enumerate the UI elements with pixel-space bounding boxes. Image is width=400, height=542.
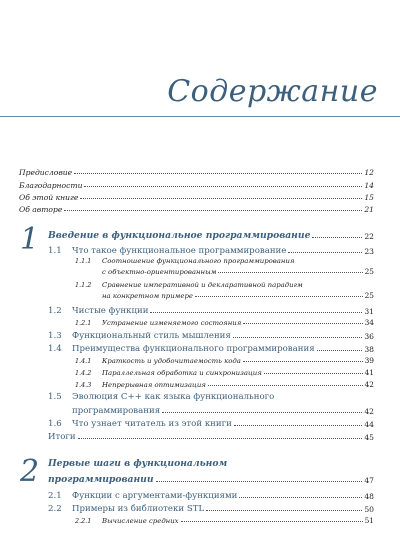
subsection-number: 1.4.1 [75, 357, 92, 365]
toc-entry-about-book[interactable] [19, 192, 374, 202]
leader-dots [317, 350, 363, 351]
toc-subsection-2-2-1[interactable] [75, 516, 374, 525]
leader-dots [233, 337, 362, 338]
toc-section-2-1[interactable] [48, 490, 374, 501]
toc-section-1-4[interactable] [48, 343, 374, 354]
subsection-number: 1.1.1 [75, 257, 92, 265]
leader-dots [156, 481, 363, 482]
section-number: 1.1 [48, 246, 62, 256]
subsection-number: 1.1.2 [75, 281, 92, 289]
toc-page-number: 34 [364, 318, 374, 327]
subsection-title: Вычисление средних [102, 517, 179, 525]
toc-section-1-6[interactable] [48, 418, 374, 429]
subsection-title: Непрерывная оптимизация [102, 381, 206, 389]
toc-entry-title: Предисловие [19, 168, 73, 177]
section-title-line2: программирования [72, 406, 161, 416]
toc-entry-title: Благодарности [19, 181, 83, 190]
subsection-number: 1.4.3 [75, 381, 92, 389]
toc-page-number: 22 [364, 232, 374, 241]
summary-title: Итоги [48, 432, 76, 442]
toc-chapter-1[interactable] [48, 229, 374, 241]
toc-page-number: 38 [364, 345, 374, 354]
toc-page-number: 14 [364, 181, 374, 190]
subsection-title-line1: Сравнение императивной и декларативной парадигм [102, 281, 303, 289]
toc-page-number: 45 [364, 433, 374, 442]
toc-subsection-1-4-2[interactable] [75, 368, 374, 377]
toc-entry-acknowledgements[interactable] [19, 180, 374, 190]
toc-page-number: 31 [364, 307, 374, 316]
section-title: Что такое функциональное программирование [72, 246, 287, 256]
toc-entry-about-author[interactable] [19, 204, 374, 214]
toc-subsection-1-1-1[interactable] [102, 267, 374, 276]
chapter-title-line2: программировании [48, 474, 154, 485]
leader-dots [206, 510, 362, 511]
leader-dots [195, 296, 363, 297]
toc-entry-preface[interactable] [19, 167, 374, 177]
toc-subsection-1-2-1[interactable] [75, 318, 374, 327]
toc-page-number: 25 [364, 267, 374, 276]
toc-page-number: 39 [364, 356, 374, 365]
toc-section-1-5-first-line[interactable] [48, 392, 274, 402]
toc-page-number: 50 [364, 505, 374, 514]
toc-section-1-2[interactable] [48, 305, 374, 316]
subsection-title: Краткость и удобочитаемость кода [102, 357, 241, 365]
section-number: 2.2 [48, 504, 62, 514]
toc-entry-title: Об этой книге [19, 193, 79, 202]
section-title: Что узнает читатель из этой книги [72, 419, 232, 429]
toc-page-number: 36 [364, 332, 374, 341]
chapter-title: Введение в функциональное программирование [48, 230, 311, 241]
toc-chapter-2-first-line[interactable] [48, 458, 227, 469]
subsection-number: 1.4.2 [75, 369, 92, 377]
leader-dots [74, 173, 362, 174]
toc-page-number: 42 [364, 407, 374, 416]
toc-section-1-3[interactable] [48, 330, 374, 341]
toc-page-number: 25 [364, 291, 374, 300]
subsection-title-line2: на конкретном примере [102, 292, 193, 300]
chapter-title-line1: Первые шаги в функциональном [48, 458, 228, 469]
toc-page-number: 51 [364, 516, 374, 525]
chapter-number: 1 [20, 222, 40, 257]
leader-dots [84, 186, 362, 187]
toc-subsection-1-1-2-first-line[interactable] [75, 281, 303, 289]
toc-subsection-1-1-2[interactable] [102, 291, 374, 300]
section-number: 1.5 [48, 392, 62, 402]
toc-section-1-5[interactable] [72, 405, 374, 416]
leader-dots [150, 312, 362, 313]
chapter-number: 2 [20, 454, 40, 489]
section-title: Чистые функции [72, 306, 149, 316]
toc-page-number: 15 [364, 193, 374, 202]
subsection-title-line2: с объектно-ориентированным [102, 268, 217, 276]
toc-section-1-1[interactable] [48, 245, 374, 256]
section-number: 1.4 [48, 344, 62, 354]
toc-section-2-2[interactable] [48, 503, 374, 514]
leader-dots [208, 385, 363, 386]
section-number: 1.2 [48, 306, 62, 316]
section-title: Функции с аргументами-функциями [72, 491, 238, 501]
leader-dots [64, 210, 362, 211]
toc-subsection-1-1-1-first-line[interactable] [75, 257, 294, 265]
toc-page-number: 21 [364, 205, 374, 214]
subsection-title: Параллельная обработка и синхронизация [102, 369, 262, 377]
leader-dots [239, 497, 362, 498]
leader-dots [218, 272, 362, 273]
subsection-title-line1: Соотношение функционального программирования [102, 257, 295, 265]
toc-page-number: 23 [364, 247, 374, 256]
toc-subsection-1-4-3[interactable] [75, 380, 374, 389]
leader-dots [234, 425, 362, 426]
leader-dots [243, 361, 363, 362]
leader-dots [80, 198, 362, 199]
section-title-line1: Эволюция C++ как языка функционального [72, 392, 275, 402]
toc-subsection-1-4-1[interactable] [75, 356, 374, 365]
section-title: Преимущества функционального программирования [72, 344, 315, 354]
section-number: 1.3 [48, 331, 62, 341]
toc-page-number: 42 [364, 380, 374, 389]
toc-entry-title: Об авторе [19, 205, 63, 214]
toc-page-number: 48 [364, 492, 374, 501]
toc-page-number: 44 [364, 420, 374, 429]
subsection-number: 2.2.1 [75, 517, 92, 525]
page-title: Содержание [167, 74, 378, 109]
leader-dots [162, 412, 362, 413]
toc-page-number: 12 [364, 168, 374, 177]
section-number: 1.6 [48, 419, 62, 429]
leader-dots [78, 438, 363, 439]
subsection-number: 1.2.1 [75, 319, 92, 327]
toc-summary[interactable] [48, 431, 374, 442]
toc-page-number: 41 [364, 368, 374, 377]
leader-dots [243, 323, 362, 324]
toc-page-number: 47 [364, 476, 374, 485]
leader-dots [312, 237, 362, 238]
toc-chapter-2[interactable] [48, 473, 374, 485]
subsection-title: Устранение изменяемого состояния [102, 319, 242, 327]
leader-dots [288, 252, 362, 253]
leader-dots [181, 521, 363, 522]
section-number: 2.1 [48, 491, 62, 501]
section-title: Функциональный стиль мышления [72, 331, 231, 341]
leader-dots [264, 373, 363, 374]
section-title: Примеры из библиотеки STL [72, 504, 205, 514]
